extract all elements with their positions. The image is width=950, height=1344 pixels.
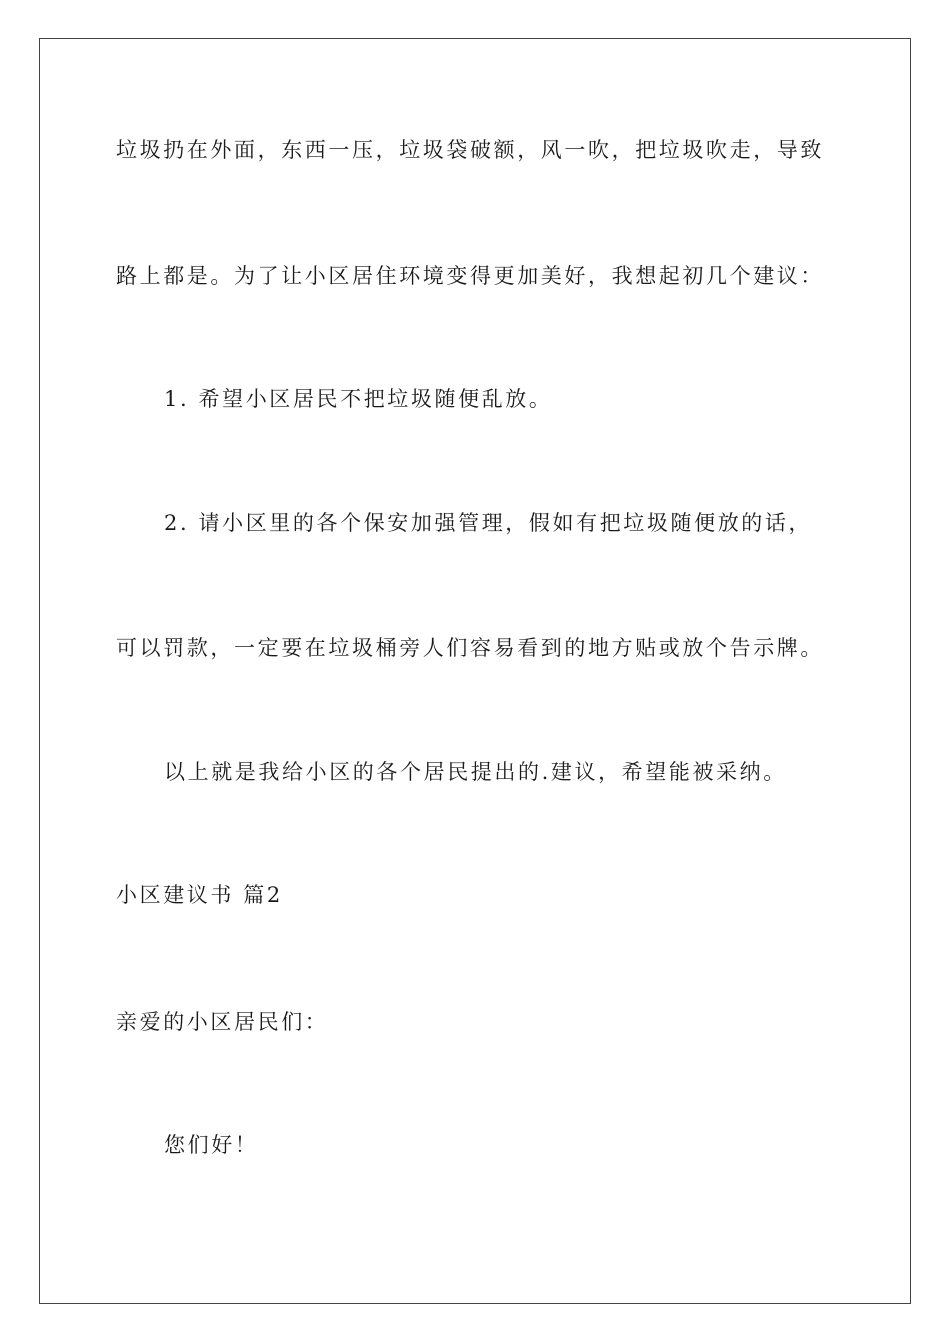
closing-paragraph: 以上就是我给小区的各个居民提出的.建议，希望能被采纳。	[164, 760, 787, 784]
suggestion-item-1: 1. 希望小区居民不把垃圾随便乱放。	[164, 387, 553, 411]
page-border	[39, 38, 911, 1304]
paragraph-line-1: 垃圾扔在外面，东西一压，垃圾袋破额，风一吹，把垃圾吹走，导致	[116, 138, 824, 162]
paragraph-line-2: 路上都是。为了让小区居住环境变得更加美好，我想起初几个建议：	[116, 264, 824, 288]
salutation: 亲爱的小区居民们：	[116, 1010, 329, 1034]
suggestion-item-2: 2. 请小区里的各个保安加强管理，假如有把垃圾随便放的话，	[164, 511, 813, 535]
section-heading: 小区建议书 篇2	[116, 883, 283, 907]
suggestion-item-2-continued: 可以罚款，一定要在垃圾桶旁人们容易看到的地方贴或放个告示牌。	[116, 636, 824, 660]
greeting: 您们好！	[164, 1133, 259, 1157]
